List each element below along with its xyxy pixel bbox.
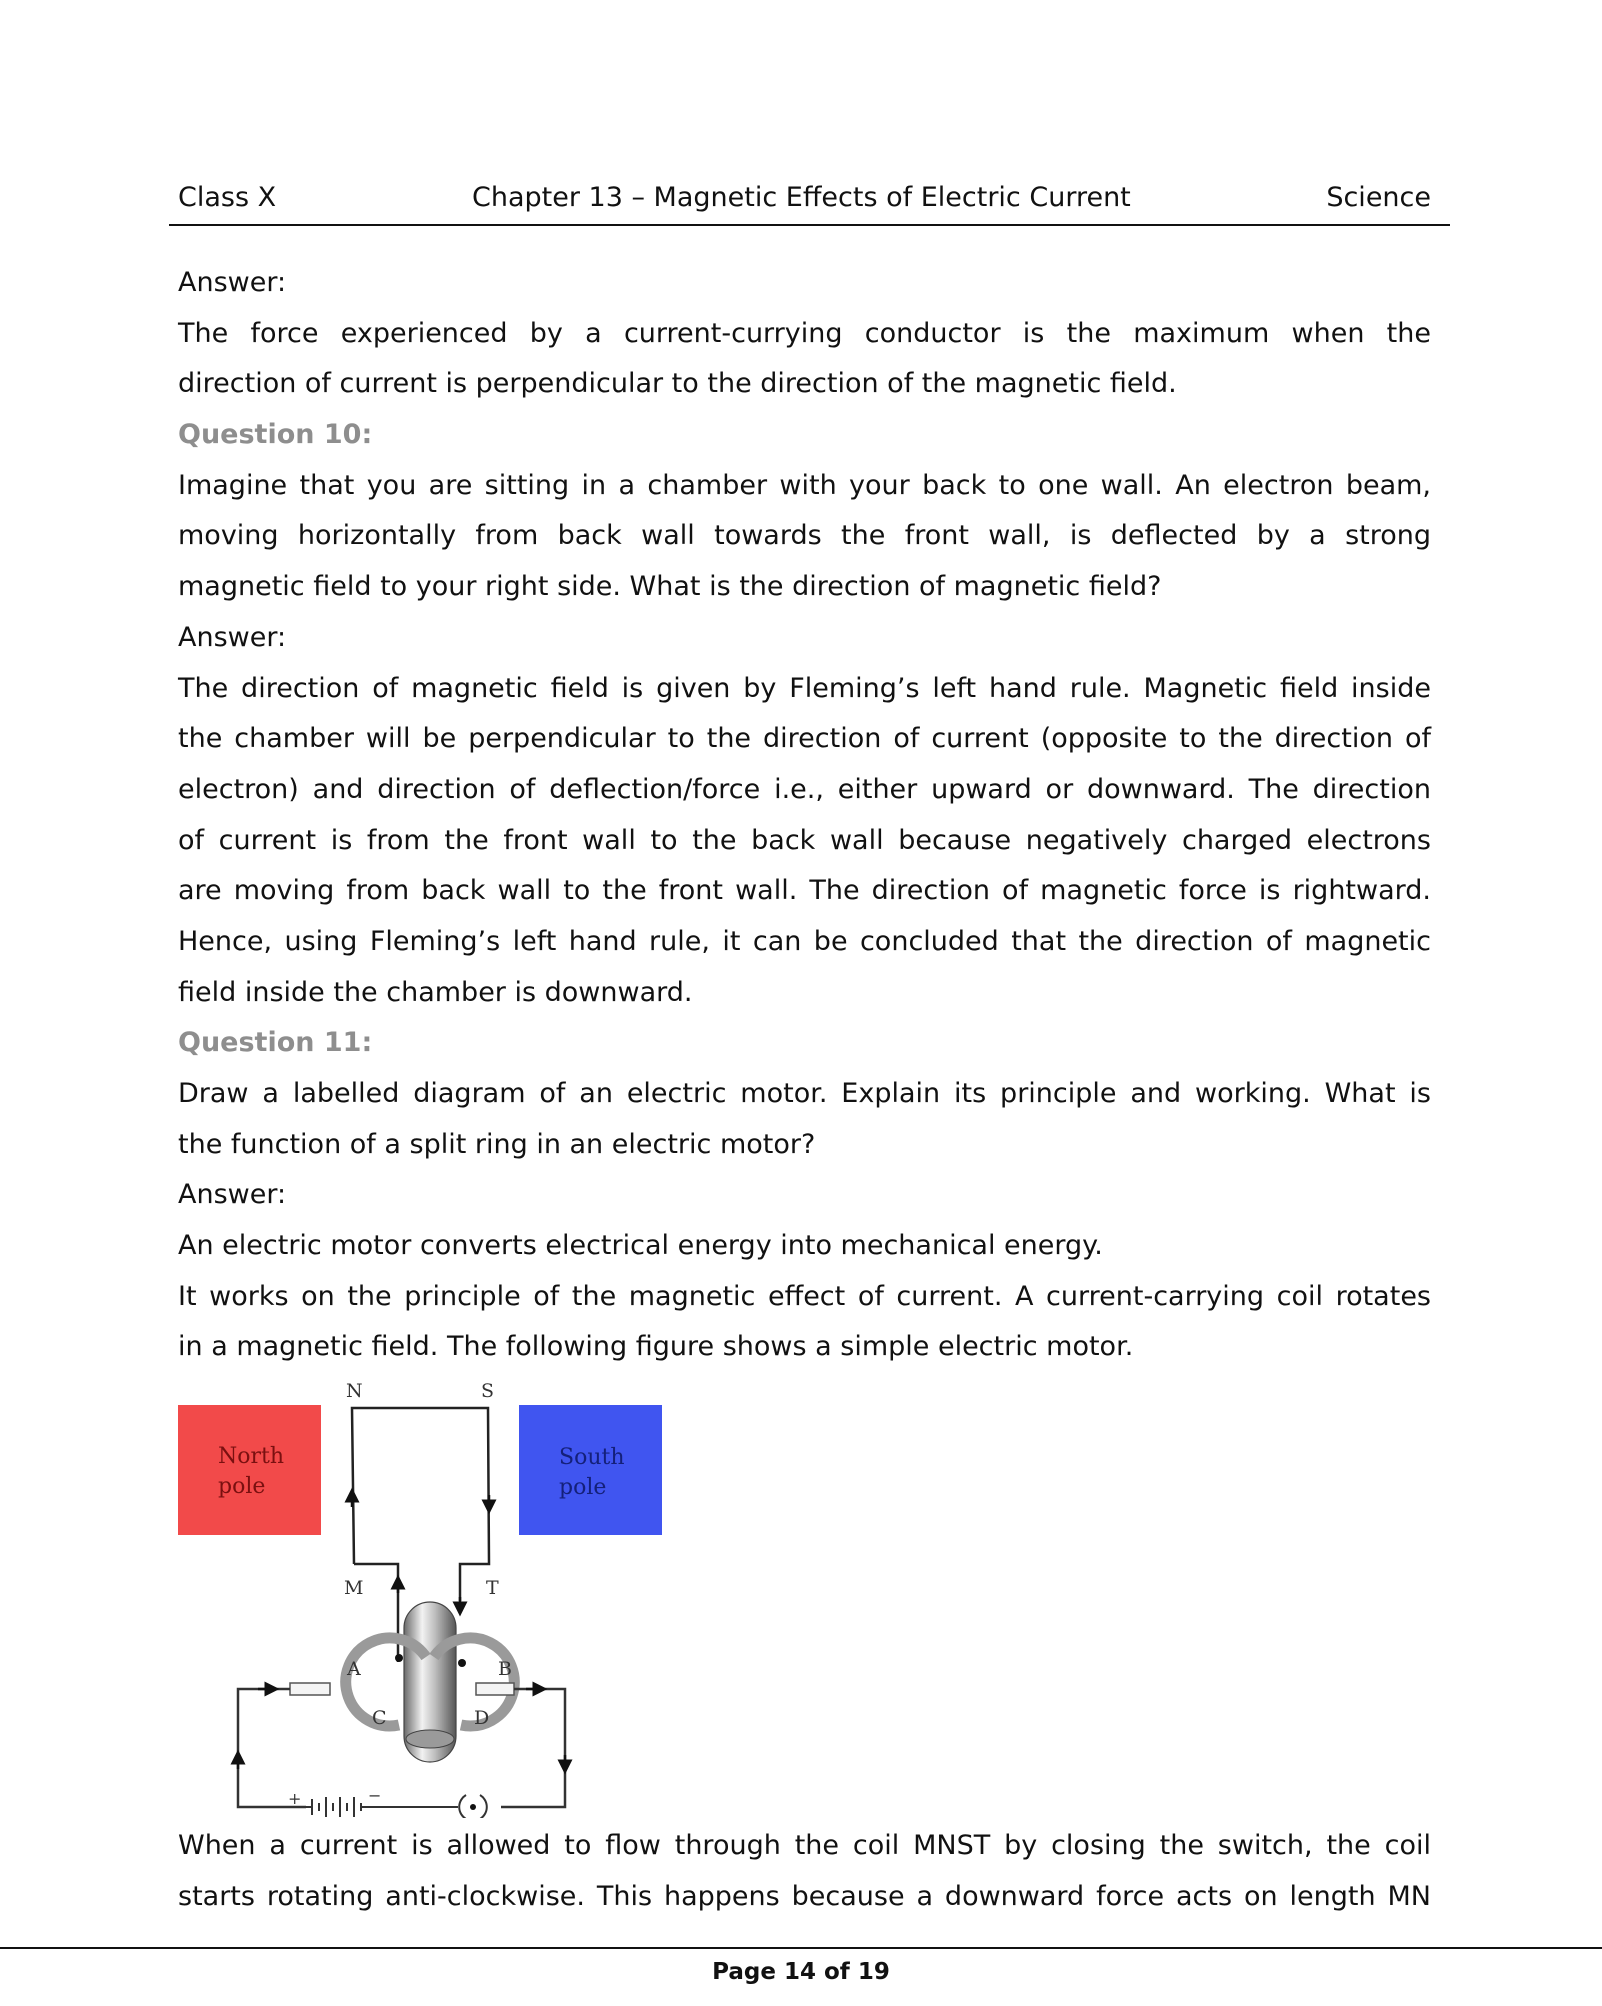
junction-dot [395, 1654, 403, 1662]
answer-text-line: electron) and direction of deflection/force i.e., either upward or downward. The direction [178, 773, 1431, 805]
label-n: N [346, 1380, 363, 1403]
junction-dot [458, 1659, 466, 1667]
battery-minus-label: − [368, 1786, 382, 1806]
answer-text-line: of current is from the front wall to the back wall because negatively charged electrons [178, 824, 1431, 856]
body-text-line: starts rotating anti-clockwise. This happens because a downward force acts on length MN [178, 1880, 1431, 1912]
battery-icon [306, 1797, 458, 1817]
page-content [178, 258, 1431, 1923]
label-t: T [486, 1577, 499, 1600]
switch-key-icon [459, 1795, 487, 1818]
label-s: S [481, 1380, 495, 1403]
north-pole-magnet [178, 1405, 321, 1535]
header-chapter-title: Chapter 13 – Magnetic Effects of Electric Current [472, 182, 1131, 213]
question-heading: Question 10: [178, 419, 373, 451]
header-subject: Science [1326, 182, 1431, 213]
answer-text-line: The force experienced by a current-currying conductor is the maximum when the [178, 317, 1431, 349]
body-text-line: When a current is allowed to flow through the coil MNST by closing the switch, the coil [178, 1830, 1431, 1862]
question-text-line: Draw a labelled diagram of an electric motor. Explain its principle and working. What is [178, 1078, 1431, 1109]
question-heading: Question 11: [178, 1027, 373, 1059]
answer-text-line: direction of current is perpendicular to the direction of the magnetic field. [178, 368, 1177, 400]
axle-end [406, 1730, 454, 1748]
answer-text-line: field inside the chamber is downward. [178, 976, 693, 1008]
label-c: C [372, 1707, 387, 1730]
footer-divider [0, 1947, 1602, 1949]
header-divider [169, 224, 1450, 226]
answer-text-line: The direction of magnetic field is given by Fleming’s left hand rule. Magnetic field inside [178, 672, 1431, 704]
north-pole-label: pole [218, 1474, 266, 1500]
answer-text-line: the chamber will be perpendicular to the direction of current (opposite to the direction of [178, 723, 1431, 755]
label-m: M [344, 1577, 364, 1600]
answer-label: Answer: [178, 267, 287, 298]
label-a: A [347, 1658, 361, 1681]
header-class: Class X [178, 182, 277, 213]
answer-text-line: are moving from back wall to the front wall. The direction of magnetic force is rightward. [178, 875, 1431, 907]
question-text-line: moving horizontally from back wall towards the front wall, is deflected by a strong [178, 520, 1431, 552]
label-d: D [474, 1707, 490, 1730]
answer-label: Answer: [178, 621, 287, 653]
question-text-line: the function of a split ring in an electric motor? [178, 1128, 816, 1160]
answer-text-line: It works on the principle of the magnetic effect of current. A current-carrying coil rotates [178, 1280, 1431, 1312]
answer-text-line: An electric motor converts electrical energy into mechanical energy. [178, 1230, 1103, 1262]
south-pole-magnet [519, 1405, 662, 1535]
north-pole-label: North [218, 1444, 285, 1470]
question-text-line: Imagine that you are sitting in a chamber with your back to one wall. An electron beam, [178, 469, 1431, 501]
coil-wire [352, 1408, 489, 1601]
battery-plus-label: + [288, 1789, 302, 1809]
question-text-line: magnetic field to your right side. What is the direction of magnetic field? [178, 571, 1162, 603]
answer-text-line: in a magnetic field. The following figure shows a simple electric motor. [178, 1331, 1134, 1363]
electric-motor-diagram [176, 1377, 663, 1818]
label-b: B [498, 1658, 512, 1681]
brush-b [476, 1683, 514, 1695]
answer-label: Answer: [178, 1179, 287, 1211]
motor-diagram-svg [176, 1377, 663, 1818]
south-pole-label: South [559, 1445, 625, 1471]
south-pole-label: pole [559, 1475, 607, 1501]
page-number: Page 14 of 19 [712, 1959, 890, 1985]
brush-a [290, 1683, 330, 1695]
answer-text-line: Hence, using Fleming’s left hand rule, it can be concluded that the direction of magnetic [178, 925, 1431, 957]
